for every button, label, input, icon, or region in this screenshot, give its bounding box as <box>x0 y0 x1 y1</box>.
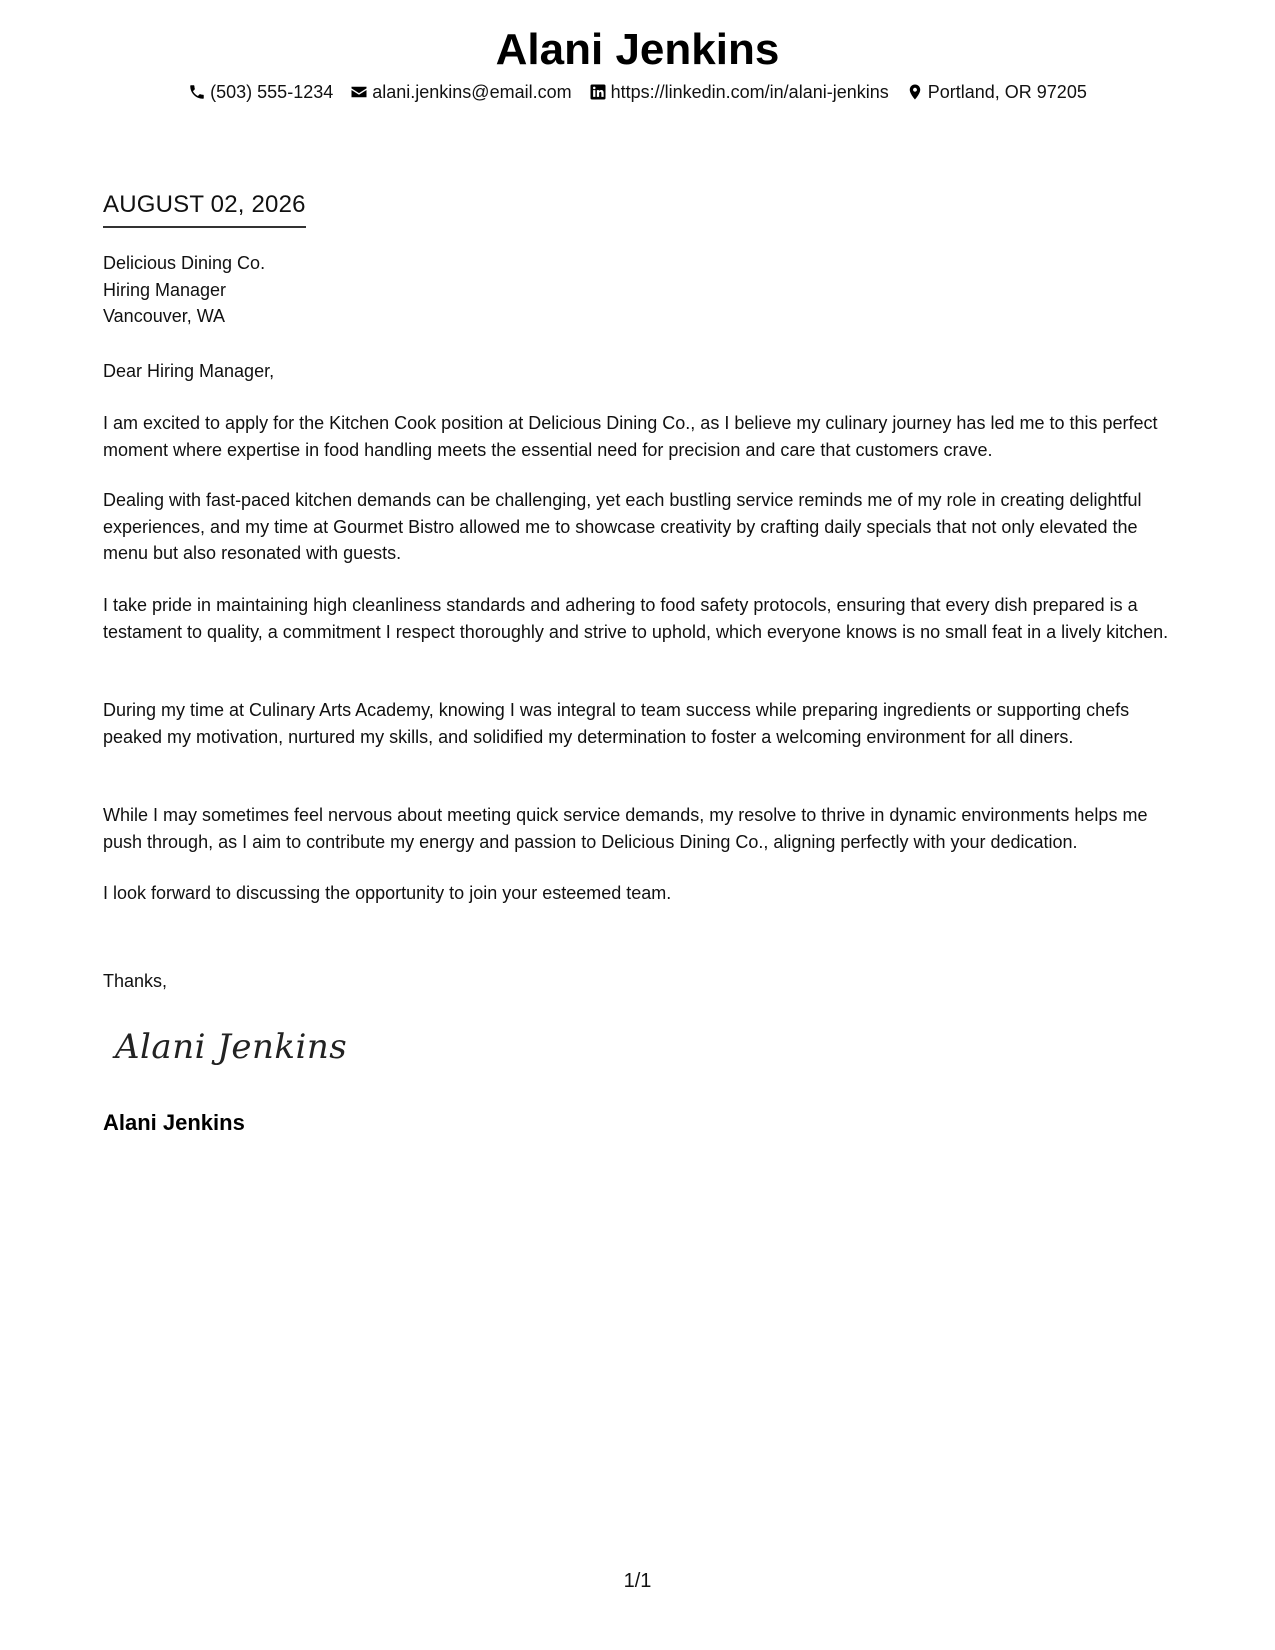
email-text[interactable]: alani.jenkins@email.com <box>372 82 572 102</box>
signer-name: Alani Jenkins <box>103 1110 245 1135</box>
letter-paragraph-4 <box>103 697 1183 750</box>
paragraph-text: I take pride in maintaining high cleanliness standards and adhering to food safety protocols, ensuring that every dish prepared is a testament to quality, a commitment I respect thoroughly and strive to uphold, which everyone knows is no small feat in a lively kitchen. <box>103 595 1169 642</box>
salutation: Dear Hiring Manager, <box>103 361 275 381</box>
recipient-title: Hiring Manager <box>103 279 227 300</box>
recipient-location: Vancouver, WA <box>103 306 226 326</box>
phone-icon <box>188 83 206 101</box>
letter-paragraph-6 <box>103 880 1183 907</box>
closing-line: Thanks, <box>103 971 168 991</box>
applicant-name-heading: Alani Jenkins <box>495 25 780 74</box>
paragraph-text: I look forward to discussing the opportunity to join your esteemed team. <box>103 883 672 903</box>
map-pin-icon <box>906 83 924 101</box>
location-text: Portland, OR 97205 <box>927 82 1087 102</box>
envelope-icon <box>350 83 368 101</box>
recipient-block <box>103 250 265 330</box>
contact-info-row <box>0 80 1275 104</box>
page-number: 1/1 <box>623 1570 652 1592</box>
letter-paragraph-2 <box>103 487 1183 567</box>
contact-email[interactable] <box>350 80 571 104</box>
linkedin-text[interactable]: https://linkedin.com/in/alani-jenkins <box>610 82 889 102</box>
paragraph-text: Dealing with fast-paced kitchen demands can be challenging, yet each bustling service reminds me of my role in creating delightful experiences, and my time at Gourmet Bistro allowed me to showcase creativity by crafting daily specials that not only elevated the menu but also resonated with guests. <box>103 490 1142 563</box>
contact-linkedin[interactable] <box>589 80 889 104</box>
letter-paragraph-3 <box>103 592 1183 645</box>
paragraph-text: While I may sometimes feel nervous about meeting quick service demands, my resolve to thrive in dynamic environments helps me push through, as I aim to contribute my energy and passion to Delicious Dining Co., aligning perfectly with your dedication. <box>103 805 1148 852</box>
contact-location <box>906 80 1087 104</box>
linkedin-icon <box>589 83 607 101</box>
letter-paragraph-5 <box>103 802 1183 855</box>
letter-paragraph-1 <box>103 410 1183 463</box>
contact-phone <box>188 80 333 104</box>
recipient-company: Delicious Dining Co. <box>103 253 266 273</box>
phone-text: (503) 555-1234 <box>210 82 334 102</box>
letter-date: AUGUST 02, 2026 <box>103 190 306 228</box>
paragraph-text: During my time at Culinary Arts Academy, knowing I was integral to team success while preparing ingredients or supporting chefs peaked my motivation, nurtured my skills, and solidified my determination to foster a welcoming environment for all diners. <box>103 700 1130 747</box>
handwritten-signature: Alani Jenkins <box>115 1027 348 1067</box>
paragraph-text: I am excited to apply for the Kitchen Cook position at Delicious Dining Co., as I believe my culinary journey has led me to this perfect moment where expertise in food handling meets the essential need for precision and care that customers crave. <box>103 413 1158 460</box>
